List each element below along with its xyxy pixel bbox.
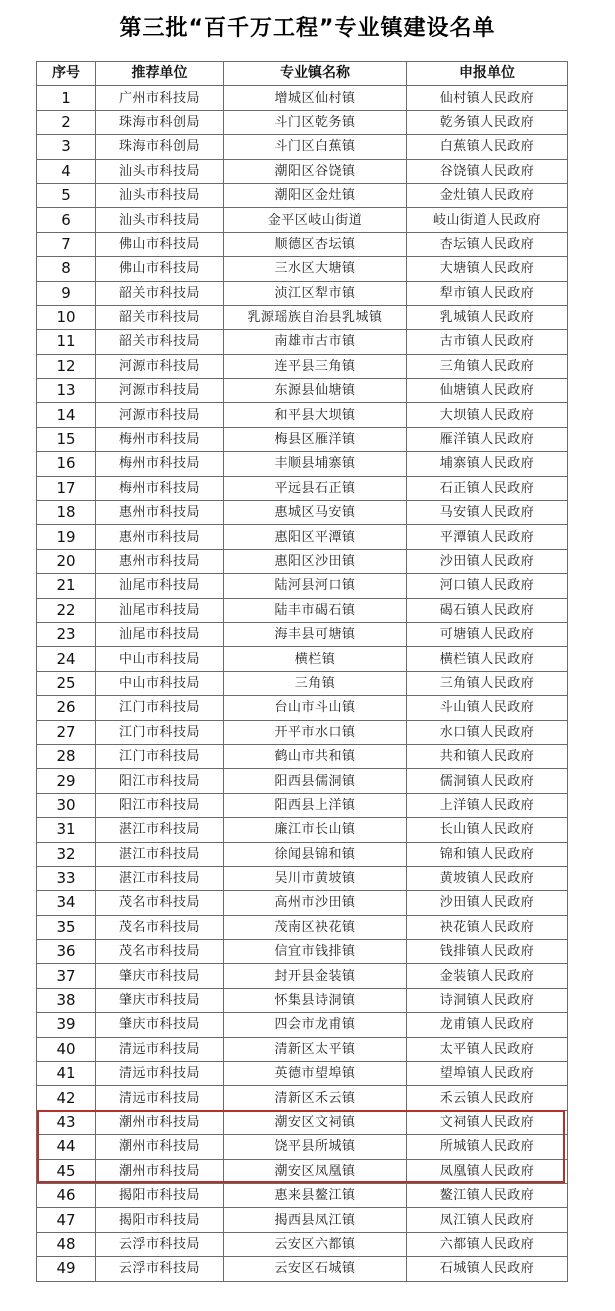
- header-recommending-unit: 推荐单位: [96, 62, 224, 86]
- cell-seq: 9: [37, 281, 96, 305]
- cell-town-name: 顺德区杏坛镇: [224, 232, 407, 256]
- cell-seq: 15: [37, 427, 96, 451]
- cell-applicant: 文祠镇人民政府: [407, 1110, 568, 1134]
- cell-recommending-unit: 云浮市科技局: [96, 1232, 224, 1256]
- cell-recommending-unit: 汕头市科技局: [96, 183, 224, 207]
- table-row: [37, 476, 568, 500]
- cell-recommending-unit: 汕尾市科技局: [96, 574, 224, 598]
- document-title: 第三批“百千万工程”专业镇建设名单: [119, 16, 496, 41]
- cell-town-name: 徐闻县锦和镇: [224, 842, 407, 866]
- table-row: [37, 183, 568, 207]
- cell-applicant: 袂花镇人民政府: [407, 915, 568, 939]
- cell-seq: 49: [37, 1257, 96, 1281]
- cell-town-name: 信宜市钱排镇: [224, 940, 407, 964]
- cell-town-name: 怀集县诗洞镇: [224, 988, 407, 1012]
- cell-seq: 17: [37, 476, 96, 500]
- cell-town-name: 三水区大塘镇: [224, 257, 407, 281]
- cell-seq: 37: [37, 964, 96, 988]
- cell-town-name: 陆河县河口镇: [224, 574, 407, 598]
- table-row: [37, 1062, 568, 1086]
- cell-applicant: 太平镇人民政府: [407, 1037, 568, 1061]
- cell-seq: 43: [37, 1110, 96, 1134]
- cell-seq: 6: [37, 208, 96, 232]
- cell-recommending-unit: 揭阳市科技局: [96, 1183, 224, 1207]
- table-row: [37, 330, 568, 354]
- cell-applicant: 乾务镇人民政府: [407, 110, 568, 134]
- cell-recommending-unit: 阳江市科技局: [96, 793, 224, 817]
- table-row: [37, 257, 568, 281]
- cell-applicant: 六都镇人民政府: [407, 1232, 568, 1256]
- cell-applicant: 三角镇人民政府: [407, 354, 568, 378]
- cell-seq: 20: [37, 549, 96, 573]
- cell-recommending-unit: 梅州市科技局: [96, 476, 224, 500]
- cell-applicant: 儒洞镇人民政府: [407, 769, 568, 793]
- cell-recommending-unit: 江门市科技局: [96, 696, 224, 720]
- cell-applicant: 鳌江镇人民政府: [407, 1183, 568, 1207]
- table-row: [37, 647, 568, 671]
- header-town-name: 专业镇名称: [224, 62, 407, 86]
- cell-seq: 13: [37, 379, 96, 403]
- cell-town-name: 鹤山市共和镇: [224, 744, 407, 768]
- table-row: [37, 232, 568, 256]
- table-row: [37, 427, 568, 451]
- table-row: [37, 1037, 568, 1061]
- table-row: [37, 696, 568, 720]
- cell-recommending-unit: 佛山市科技局: [96, 232, 224, 256]
- cell-seq: 19: [37, 525, 96, 549]
- table-row: [37, 769, 568, 793]
- cell-seq: 7: [37, 232, 96, 256]
- cell-town-name: 海丰县可塘镇: [224, 622, 407, 646]
- table-row: [37, 598, 568, 622]
- cell-town-name: 金平区岐山街道: [224, 208, 407, 232]
- cell-seq: 41: [37, 1062, 96, 1086]
- cell-recommending-unit: 河源市科技局: [96, 379, 224, 403]
- table-row: [37, 452, 568, 476]
- cell-seq: 31: [37, 818, 96, 842]
- cell-applicant: 沙田镇人民政府: [407, 549, 568, 573]
- cell-applicant: 金灶镇人民政府: [407, 183, 568, 207]
- cell-applicant: 水口镇人民政府: [407, 720, 568, 744]
- cell-recommending-unit: 汕尾市科技局: [96, 622, 224, 646]
- cell-seq: 10: [37, 305, 96, 329]
- cell-seq: 23: [37, 622, 96, 646]
- table-row: [37, 988, 568, 1012]
- header-seq: 序号: [37, 62, 96, 86]
- cell-seq: 33: [37, 866, 96, 890]
- table-row: [37, 866, 568, 890]
- cell-applicant: 钱排镇人民政府: [407, 940, 568, 964]
- table-row: [37, 1232, 568, 1256]
- table-row: [37, 622, 568, 646]
- table-row: [37, 379, 568, 403]
- cell-seq: 25: [37, 671, 96, 695]
- cell-applicant: 犁市镇人民政府: [407, 281, 568, 305]
- cell-seq: 27: [37, 720, 96, 744]
- cell-seq: 12: [37, 354, 96, 378]
- table-row: [37, 891, 568, 915]
- cell-recommending-unit: 肇庆市科技局: [96, 964, 224, 988]
- cell-seq: 3: [37, 135, 96, 159]
- table-row: [37, 1110, 568, 1134]
- table-row: [37, 549, 568, 573]
- table-row: [37, 305, 568, 329]
- cell-recommending-unit: 清远市科技局: [96, 1062, 224, 1086]
- cell-town-name: 高州市沙田镇: [224, 891, 407, 915]
- cell-applicant: 石正镇人民政府: [407, 476, 568, 500]
- cell-recommending-unit: 河源市科技局: [96, 403, 224, 427]
- table-row: [37, 525, 568, 549]
- cell-town-name: 茂南区袂花镇: [224, 915, 407, 939]
- cell-town-name: 阳西县儒洞镇: [224, 769, 407, 793]
- cell-recommending-unit: 中山市科技局: [96, 647, 224, 671]
- cell-applicant: 大坝镇人民政府: [407, 403, 568, 427]
- table-row: [37, 818, 568, 842]
- table-row: [37, 281, 568, 305]
- table-row: [37, 501, 568, 525]
- cell-recommending-unit: 韶关市科技局: [96, 330, 224, 354]
- cell-applicant: 黄坡镇人民政府: [407, 866, 568, 890]
- cell-applicant: 埔寨镇人民政府: [407, 452, 568, 476]
- cell-recommending-unit: 中山市科技局: [96, 671, 224, 695]
- cell-applicant: 古市镇人民政府: [407, 330, 568, 354]
- cell-recommending-unit: 湛江市科技局: [96, 866, 224, 890]
- cell-recommending-unit: 汕头市科技局: [96, 208, 224, 232]
- cell-seq: 46: [37, 1183, 96, 1207]
- cell-applicant: 长山镇人民政府: [407, 818, 568, 842]
- cell-town-name: 惠阳区沙田镇: [224, 549, 407, 573]
- cell-recommending-unit: 茂名市科技局: [96, 940, 224, 964]
- cell-town-name: 吴川市黄坡镇: [224, 866, 407, 890]
- table-row: [37, 1183, 568, 1207]
- cell-town-name: 饶平县所城镇: [224, 1135, 407, 1159]
- cell-town-name: 三角镇: [224, 671, 407, 695]
- cell-applicant: 禾云镇人民政府: [407, 1086, 568, 1110]
- cell-applicant: 可塘镇人民政府: [407, 622, 568, 646]
- cell-town-name: 惠阳区平潭镇: [224, 525, 407, 549]
- table-row: [37, 1086, 568, 1110]
- cell-applicant: 沙田镇人民政府: [407, 891, 568, 915]
- cell-applicant: 石城镇人民政府: [407, 1257, 568, 1281]
- cell-applicant: 大塘镇人民政府: [407, 257, 568, 281]
- table-row: [37, 720, 568, 744]
- table-row: [37, 915, 568, 939]
- cell-applicant: 杏坛镇人民政府: [407, 232, 568, 256]
- cell-town-name: 乳源瑶族自治县乳城镇: [224, 305, 407, 329]
- cell-seq: 4: [37, 159, 96, 183]
- cell-applicant: 岐山街道人民政府: [407, 208, 568, 232]
- cell-seq: 21: [37, 574, 96, 598]
- header-applicant: 申报单位: [407, 62, 568, 86]
- cell-recommending-unit: 潮州市科技局: [96, 1135, 224, 1159]
- cell-recommending-unit: 惠州市科技局: [96, 525, 224, 549]
- cell-applicant: 仙村镇人民政府: [407, 86, 568, 110]
- cell-town-name: 惠城区马安镇: [224, 501, 407, 525]
- cell-applicant: 平潭镇人民政府: [407, 525, 568, 549]
- cell-seq: 40: [37, 1037, 96, 1061]
- cell-town-name: 封开县金装镇: [224, 964, 407, 988]
- cell-town-name: 斗门区乾务镇: [224, 110, 407, 134]
- cell-town-name: 南雄市古市镇: [224, 330, 407, 354]
- cell-recommending-unit: 云浮市科技局: [96, 1257, 224, 1281]
- cell-town-name: 潮安区凤凰镇: [224, 1159, 407, 1183]
- cell-seq: 45: [37, 1159, 96, 1183]
- table-row: [37, 1013, 568, 1037]
- cell-recommending-unit: 汕头市科技局: [96, 159, 224, 183]
- cell-town-name: 和平县大坝镇: [224, 403, 407, 427]
- cell-recommending-unit: 珠海市科创局: [96, 135, 224, 159]
- cell-recommending-unit: 清远市科技局: [96, 1037, 224, 1061]
- cell-seq: 29: [37, 769, 96, 793]
- cell-town-name: 台山市斗山镇: [224, 696, 407, 720]
- table-body: [37, 86, 568, 1281]
- cell-seq: 39: [37, 1013, 96, 1037]
- cell-town-name: 梅县区雁洋镇: [224, 427, 407, 451]
- cell-seq: 11: [37, 330, 96, 354]
- cell-seq: 30: [37, 793, 96, 817]
- cell-seq: 28: [37, 744, 96, 768]
- table-row: [37, 110, 568, 134]
- cell-seq: 22: [37, 598, 96, 622]
- table-row: [37, 940, 568, 964]
- cell-applicant: 诗洞镇人民政府: [407, 988, 568, 1012]
- cell-seq: 24: [37, 647, 96, 671]
- cell-recommending-unit: 汕尾市科技局: [96, 598, 224, 622]
- cell-recommending-unit: 惠州市科技局: [96, 549, 224, 573]
- cell-recommending-unit: 江门市科技局: [96, 720, 224, 744]
- cell-seq: 2: [37, 110, 96, 134]
- table-header-row: [37, 62, 568, 86]
- cell-recommending-unit: 广州市科技局: [96, 86, 224, 110]
- cell-recommending-unit: 韶关市科技局: [96, 281, 224, 305]
- cell-recommending-unit: 梅州市科技局: [96, 452, 224, 476]
- table-row: [37, 159, 568, 183]
- cell-recommending-unit: 珠海市科创局: [96, 110, 224, 134]
- cell-recommending-unit: 潮州市科技局: [96, 1110, 224, 1134]
- cell-seq: 42: [37, 1086, 96, 1110]
- table-row: [37, 86, 568, 110]
- cell-applicant: 仙塘镇人民政府: [407, 379, 568, 403]
- cell-seq: 5: [37, 183, 96, 207]
- cell-applicant: 所城镇人民政府: [407, 1135, 568, 1159]
- cell-seq: 47: [37, 1208, 96, 1232]
- cell-seq: 38: [37, 988, 96, 1012]
- cell-town-name: 平远县石正镇: [224, 476, 407, 500]
- town-list-table: [36, 61, 568, 1282]
- cell-recommending-unit: 梅州市科技局: [96, 427, 224, 451]
- cell-seq: 16: [37, 452, 96, 476]
- table-row: [37, 1257, 568, 1281]
- cell-town-name: 惠来县鳌江镇: [224, 1183, 407, 1207]
- cell-applicant: 碣石镇人民政府: [407, 598, 568, 622]
- cell-applicant: 乳城镇人民政府: [407, 305, 568, 329]
- cell-town-name: 开平市水口镇: [224, 720, 407, 744]
- cell-recommending-unit: 潮州市科技局: [96, 1159, 224, 1183]
- cell-town-name: 斗门区白蕉镇: [224, 135, 407, 159]
- cell-town-name: 四会市龙甫镇: [224, 1013, 407, 1037]
- cell-applicant: 谷饶镇人民政府: [407, 159, 568, 183]
- cell-town-name: 丰顺县埔寨镇: [224, 452, 407, 476]
- cell-recommending-unit: 茂名市科技局: [96, 891, 224, 915]
- cell-applicant: 上洋镇人民政府: [407, 793, 568, 817]
- cell-seq: 1: [37, 86, 96, 110]
- cell-seq: 8: [37, 257, 96, 281]
- cell-town-name: 阳西县上洋镇: [224, 793, 407, 817]
- cell-applicant: 共和镇人民政府: [407, 744, 568, 768]
- table-row: [37, 354, 568, 378]
- cell-recommending-unit: 肇庆市科技局: [96, 988, 224, 1012]
- table-row: [37, 1208, 568, 1232]
- cell-town-name: 英德市望埠镇: [224, 1062, 407, 1086]
- cell-town-name: 潮阳区谷饶镇: [224, 159, 407, 183]
- table-row: [37, 842, 568, 866]
- table-row: [37, 1159, 568, 1183]
- cell-applicant: 三角镇人民政府: [407, 671, 568, 695]
- cell-town-name: 潮安区文祠镇: [224, 1110, 407, 1134]
- table-row: [37, 135, 568, 159]
- table-row: [37, 671, 568, 695]
- table-row: [37, 1135, 568, 1159]
- cell-recommending-unit: 惠州市科技局: [96, 501, 224, 525]
- cell-recommending-unit: 韶关市科技局: [96, 305, 224, 329]
- cell-town-name: 潮阳区金灶镇: [224, 183, 407, 207]
- cell-applicant: 龙甫镇人民政府: [407, 1013, 568, 1037]
- cell-seq: 14: [37, 403, 96, 427]
- cell-town-name: 横栏镇: [224, 647, 407, 671]
- cell-recommending-unit: 湛江市科技局: [96, 842, 224, 866]
- cell-recommending-unit: 清远市科技局: [96, 1086, 224, 1110]
- cell-town-name: 陆丰市碣石镇: [224, 598, 407, 622]
- cell-applicant: 锦和镇人民政府: [407, 842, 568, 866]
- cell-town-name: 廉江市长山镇: [224, 818, 407, 842]
- cell-recommending-unit: 肇庆市科技局: [96, 1013, 224, 1037]
- cell-seq: 26: [37, 696, 96, 720]
- table-row: [37, 403, 568, 427]
- cell-applicant: 横栏镇人民政府: [407, 647, 568, 671]
- cell-applicant: 河口镇人民政府: [407, 574, 568, 598]
- cell-town-name: 清新区禾云镇: [224, 1086, 407, 1110]
- cell-recommending-unit: 湛江市科技局: [96, 818, 224, 842]
- cell-applicant: 白蕉镇人民政府: [407, 135, 568, 159]
- cell-applicant: 马安镇人民政府: [407, 501, 568, 525]
- cell-seq: 35: [37, 915, 96, 939]
- cell-seq: 36: [37, 940, 96, 964]
- cell-seq: 48: [37, 1232, 96, 1256]
- table-row: [37, 574, 568, 598]
- cell-recommending-unit: 阳江市科技局: [96, 769, 224, 793]
- cell-applicant: 金装镇人民政府: [407, 964, 568, 988]
- cell-seq: 34: [37, 891, 96, 915]
- table-row: [37, 964, 568, 988]
- cell-town-name: 东源县仙塘镇: [224, 379, 407, 403]
- table-row: [37, 793, 568, 817]
- cell-town-name: 云安区六都镇: [224, 1232, 407, 1256]
- cell-applicant: 望埠镇人民政府: [407, 1062, 568, 1086]
- table-row: [37, 208, 568, 232]
- cell-recommending-unit: 揭阳市科技局: [96, 1208, 224, 1232]
- cell-town-name: 增城区仙村镇: [224, 86, 407, 110]
- cell-recommending-unit: 佛山市科技局: [96, 257, 224, 281]
- cell-recommending-unit: 茂名市科技局: [96, 915, 224, 939]
- cell-applicant: 凤江镇人民政府: [407, 1208, 568, 1232]
- table-row: [37, 744, 568, 768]
- cell-town-name: 云安区石城镇: [224, 1257, 407, 1281]
- cell-applicant: 斗山镇人民政府: [407, 696, 568, 720]
- cell-recommending-unit: 江门市科技局: [96, 744, 224, 768]
- cell-recommending-unit: 河源市科技局: [96, 354, 224, 378]
- cell-town-name: 浈江区犁市镇: [224, 281, 407, 305]
- cell-seq: 32: [37, 842, 96, 866]
- cell-town-name: 揭西县凤江镇: [224, 1208, 407, 1232]
- cell-applicant: 凤凰镇人民政府: [407, 1159, 568, 1183]
- cell-town-name: 连平县三角镇: [224, 354, 407, 378]
- cell-seq: 18: [37, 501, 96, 525]
- cell-applicant: 雁洋镇人民政府: [407, 427, 568, 451]
- cell-seq: 44: [37, 1135, 96, 1159]
- cell-town-name: 清新区太平镇: [224, 1037, 407, 1061]
